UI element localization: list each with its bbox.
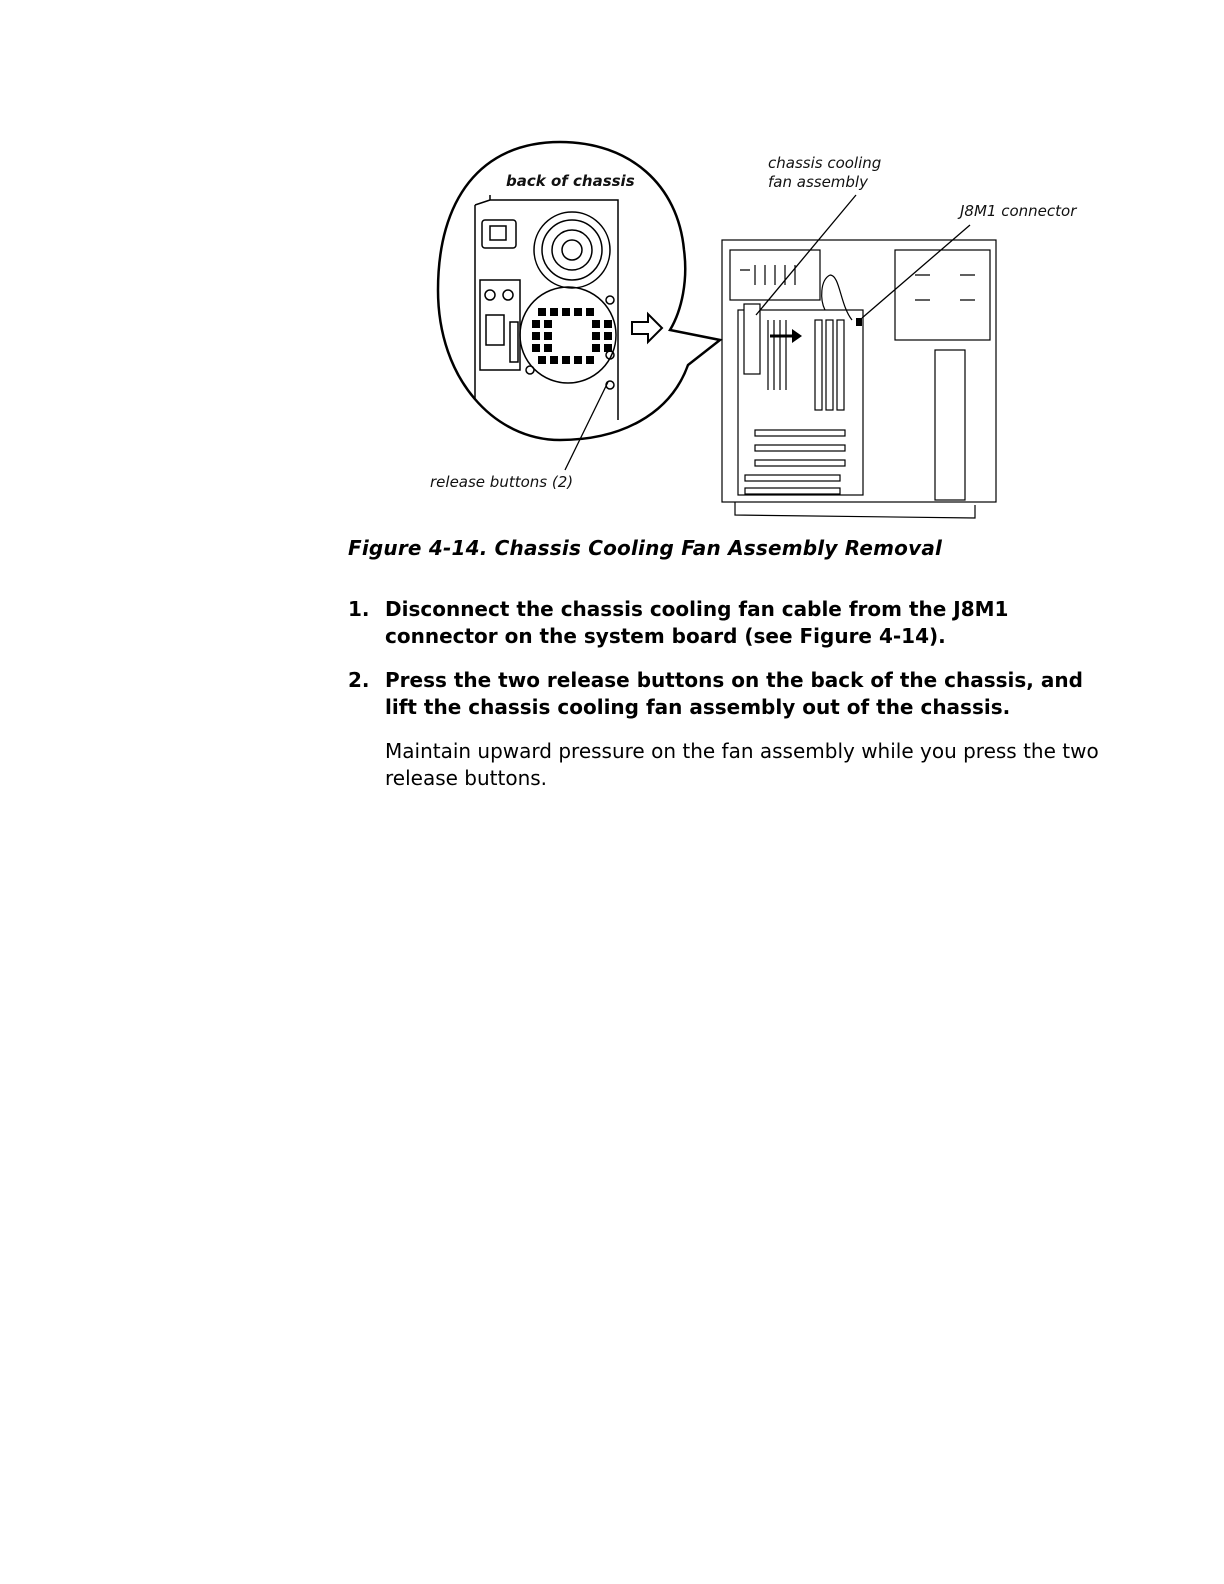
step-number: 2. <box>348 668 370 692</box>
fan-removal-illustration <box>420 140 1110 530</box>
step-text: Disconnect the chassis cooling fan cable from the J8M1 connector on the system board (see Figure 4-14). <box>385 597 1009 648</box>
j8m1-connector-mark <box>856 318 862 326</box>
fan-assembly-label-line1: chassis cooling <box>768 154 882 172</box>
chassis-interior <box>722 240 996 518</box>
figure-caption: Figure 4-14. Chassis Cooling Fan Assembly Removal <box>348 536 943 560</box>
step-text: Press the two release buttons on the back of the chassis, and lift the chassis cooling fan assembly out of the chassis. <box>385 668 1083 719</box>
release-buttons-label: release buttons (2) <box>430 473 574 491</box>
step-number: 1. <box>348 597 370 621</box>
fan-assembly-label-line2: fan assembly <box>768 173 868 191</box>
j8m1-connector-label: J8M1 connector <box>960 202 1077 220</box>
step-2-note: Maintain upward pressure on the fan assembly while you press the two release buttons. <box>385 739 1099 790</box>
back-of-chassis-label: back of chassis <box>506 172 635 190</box>
